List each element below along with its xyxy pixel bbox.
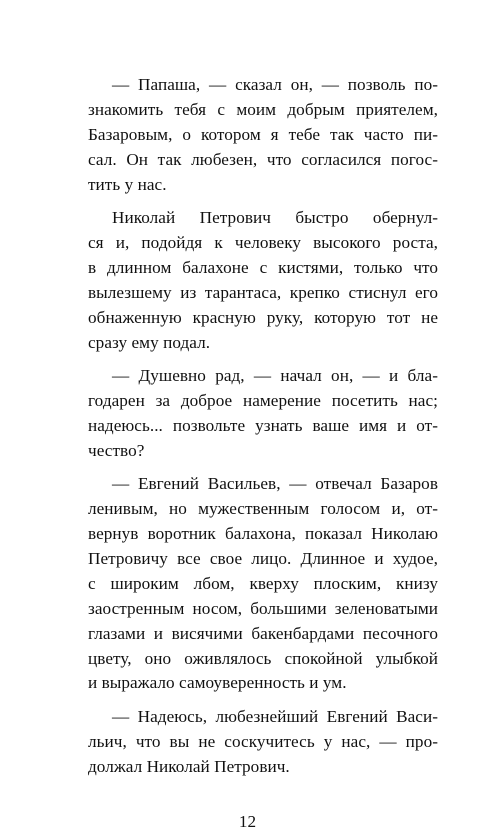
text-line: льич, что вы не соскучитесь у нас, — про- (88, 732, 438, 751)
text-line: Базаровым, о котором я тебе так часто пи- (88, 125, 438, 144)
text-line: годарен за доброе намерение посетить нас; (88, 391, 438, 410)
text-line: — Папаша, — сказал он, — позволь по- (112, 75, 438, 94)
text-line: тить у нас. (88, 175, 167, 194)
text-line: — Душевно рад, — начал он, — и бла- (112, 366, 438, 385)
text-line: должал Николай Петрович. (88, 757, 290, 776)
text-line: с широким лбом, кверху плоским, книзу (88, 574, 438, 593)
text-line: вернув воротник балахона, показал Николаю (88, 524, 438, 543)
text-line: глазами и висячими бакенбардами песочного (88, 624, 438, 643)
text-line: — Евгений Васильев, — отвечал Базаров (112, 474, 438, 493)
text-line: надеюсь... позвольте узнать ваше имя и от- (88, 416, 438, 435)
text-line: — Надеюсь, любезнейший Евгений Васи- (112, 707, 438, 726)
text-line: чество? (88, 441, 145, 460)
text-line: и выражало самоуверенность и ум. (88, 673, 347, 692)
text-line: обнаженную красную руку, которую тот не (88, 308, 438, 327)
text-line: знакомить тебя с моим добрым приятелем, (88, 100, 438, 119)
page-number: 12 (238, 812, 257, 831)
text-line: в длинном балахоне с кистями, только что (88, 258, 438, 277)
text-line: ся и, подойдя к человеку высокого роста, (88, 233, 438, 252)
text-line: Николай Петрович быстро обернул- (112, 208, 438, 227)
text-line: вылезшему из тарантаса, крепко стиснул его (88, 283, 438, 302)
text-line: цвету, оно оживлялось спокойной улыбкой (88, 649, 438, 668)
text-line: ленивым, но мужественным голосом и, от- (88, 499, 438, 518)
text-line: Петровичу все свое лицо. Длинное и худое, (88, 549, 438, 568)
text-line: заостренным носом, большими зеленоватыми (88, 599, 438, 618)
text-line: сал. Он так любезен, что согласился погос- (88, 150, 438, 169)
text-line: сразу ему подал. (88, 333, 211, 352)
